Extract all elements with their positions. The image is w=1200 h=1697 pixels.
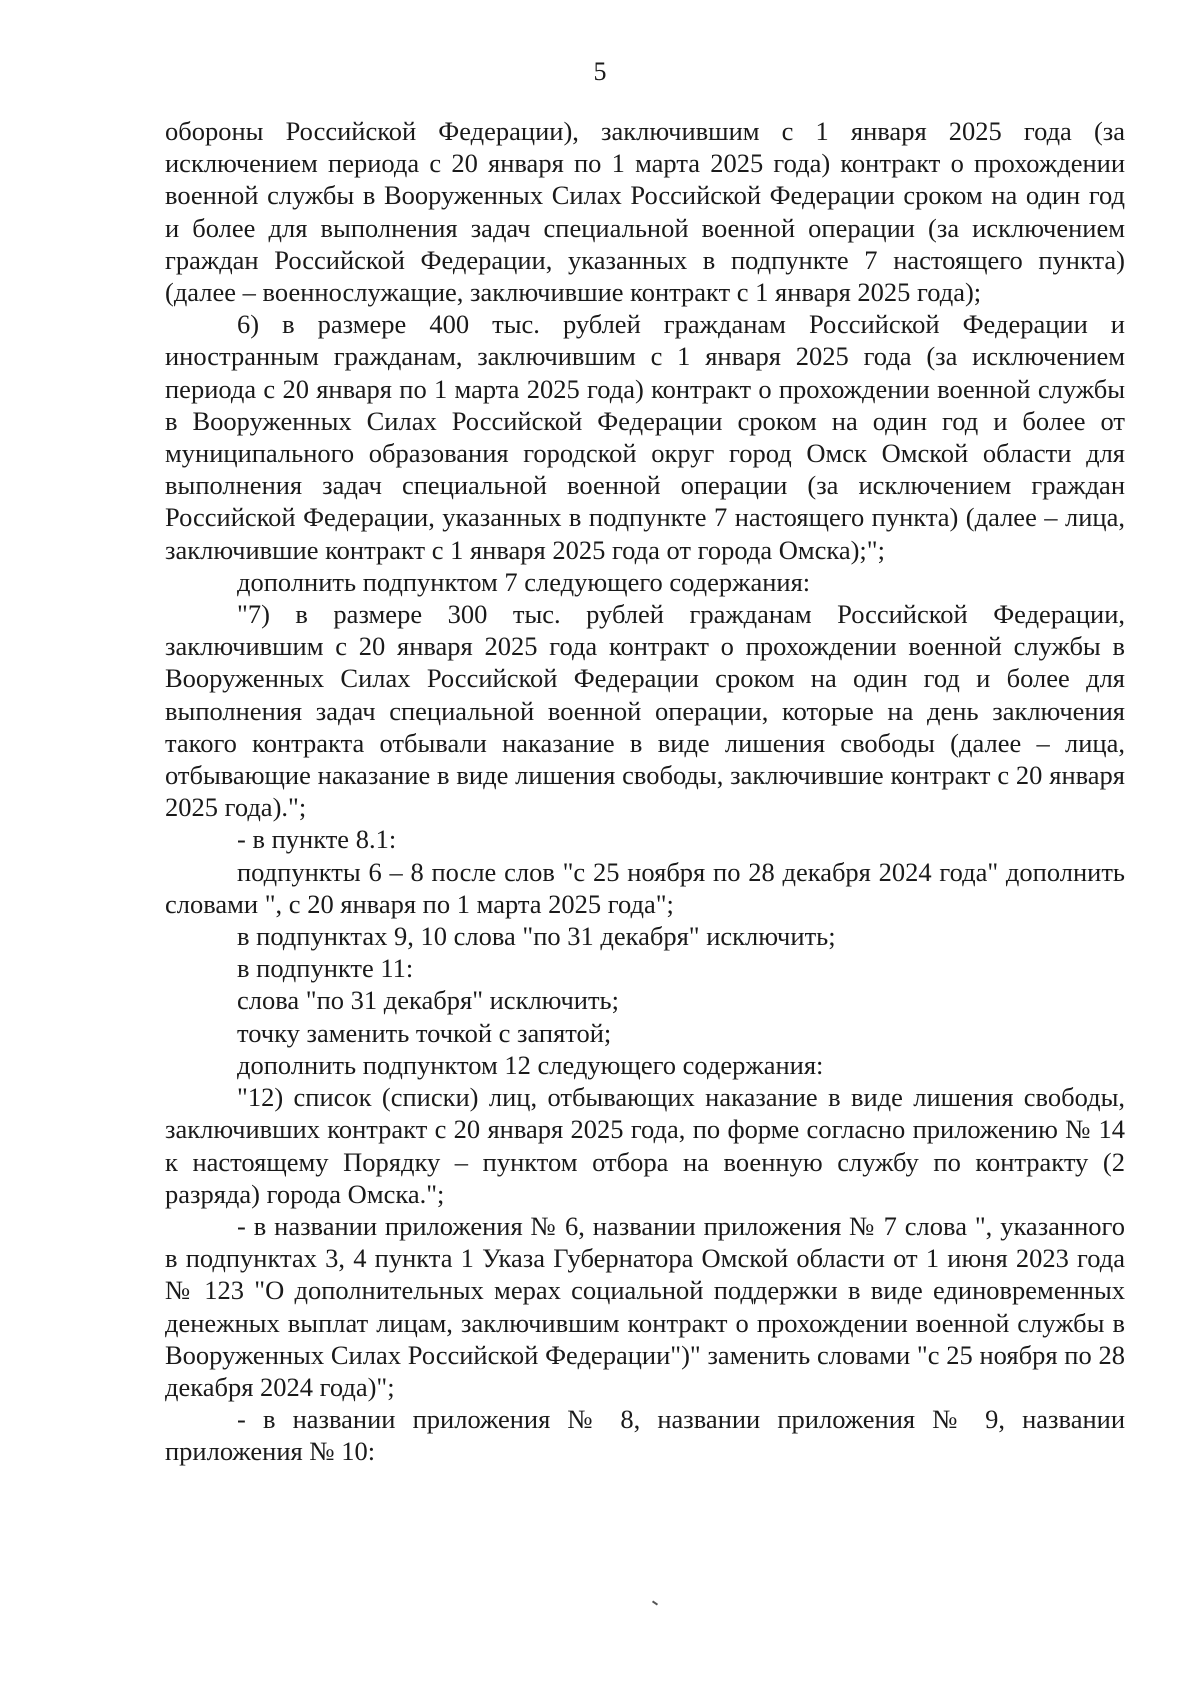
paragraph-subitem-6: 6) в размере 400 тыс. рублей гражданам Российской Федерации и иностранным гражданам, заключившим с 1 января 2025 года (за исключением периода с 20 января по 1 марта 2025 года) контракт о прохождении военной службы в Вооруженных Силах Российской Федерации сроком на один год и более от муниципального образования городской округ город Омск Омской области для выполнения задач специальной военной операции (за исключением граждан Российской Федерации, указанных в подпункте 7 настоящего пункта) (далее – лица, заключившие контракт с 1 января 2025 года от города Омска);"; (165, 309, 1125, 565)
paragraph-continuation: обороны Российской Федерации), заключившим с 1 января 2025 года (за исключением периода с 20 января по 1 марта 2025 года) контракт о прохождении военной службы в Вооруженных Силах Российской Федерации сроком на один год и более для выполнения задач специальной военной операции (за исключением граждан Российской Федерации, указанных в подпункте 7 настоящего пункта) (далее – военнослужащие, заключившие контракт с 1 января 2025 года); (165, 116, 1125, 308)
page-number: 5 (593, 57, 607, 86)
paragraph-subitems-6-8: подпункты 6 – 8 после слов "с 25 ноября по 28 декабря 2024 года" дополнить словами ", с 20 января по 1 марта 2025 года"; (165, 856, 1125, 919)
paragraph-item-8-1: - в пункте 8.1: (237, 824, 397, 855)
paragraph-subitems-9-10: в подпунктах 9, 10 слова "по 31 декабря" исключить; (237, 921, 836, 952)
paragraph-appendix-8-10: - в названии приложения № 8, названии приложения № 9, названии приложения № 10: (165, 1404, 1125, 1467)
scan-speck (652, 1600, 658, 1605)
paragraph-subitem-7: "7) в размере 300 тыс. рублей гражданам Российской Федерации, заключившим с 20 января 2025 года контракт о прохождении военной службы в Вооруженных Силах Российской Федерации сроком на один год и более для выполнения задач специальной военной операции, которые на день заключения такого контракта отбывали наказание в виде лишения свободы (далее – лица, отбывающие наказание в виде лишения свободы, заключившие контракт с 20 января 2025 года)."; (165, 599, 1125, 823)
paragraph-replace-dot: точку заменить точкой с запятой; (237, 1017, 612, 1048)
paragraph-subitem-11: в подпункте 11: (237, 953, 414, 984)
paragraph-add-subitem-12: дополнить подпунктом 12 следующего содержания: (237, 1049, 824, 1080)
paragraph-amend-instruction: дополнить подпунктом 7 следующего содержания: (237, 566, 811, 597)
paragraph-subitem-12: "12) список (списки) лиц, отбывающих наказание в виде лишения свободы, заключивших контракт с 20 января 2025 года, по форме согласно приложению № 14 к настоящему Порядку – пунктом отбора на военную службу по контракту (2 разряда) города Омска."; (165, 1082, 1125, 1209)
paragraph-exclude-words: слова "по 31 декабря" исключить; (237, 985, 619, 1016)
document-body (165, 115, 1125, 1468)
paragraph-appendix-6-7: - в названии приложения № 6, названии приложения № 7 слова ", указанного в подпунктах 3, 4 пункта 1 Указа Губернатора Омской области от 1 июня 2023 года № 123 "О дополнительных мерах социальной поддержки в виде единовременных денежных выплат лицам, заключившим контракт о прохождении военной службы в Вооруженных Силах Российской Федерации")" заменить словами "с 25 ноября по 28 декабря 2024 года)"; (165, 1210, 1125, 1402)
